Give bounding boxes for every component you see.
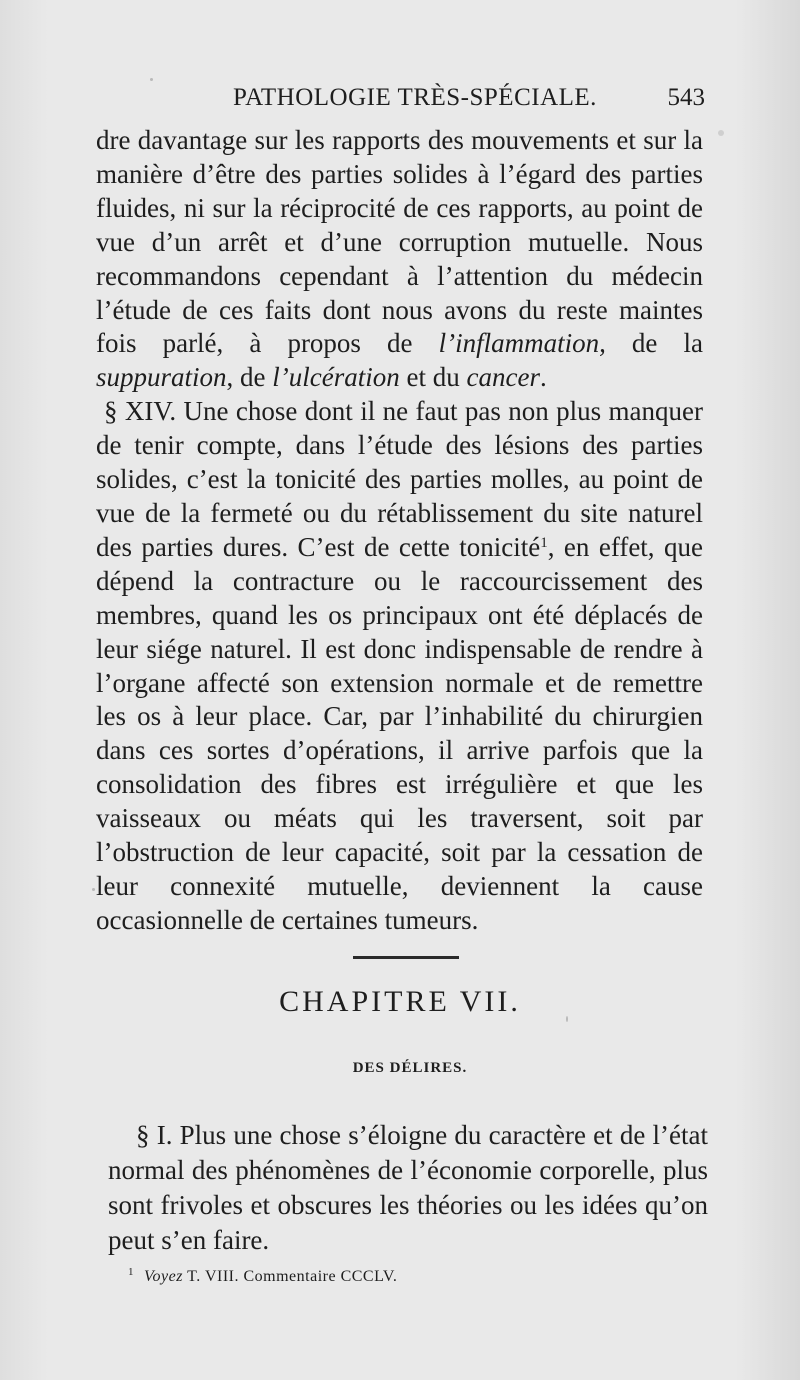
- text-run: § XIV. Une chose dont il ne faut pas non plus manquer de tenir compte, dans l’étude des lésions des parties solides, c’est la tonicité des parties molles, au point de vue de la fermeté ou du rétablissement du site naturel des parties dures. C’est de cette tonicité: [96, 396, 703, 562]
- paragraph-section-i: § I. Plus une chose s’éloigne du caractère et de l’état normal des phénomènes de l’économie corporelle, plus sont frivoles et obscures les théories ou les idées qu’on peut s’en faire.: [108, 1120, 708, 1255]
- section-xiv-text: [96, 124, 703, 938]
- paragraph-continuation: [96, 124, 703, 395]
- footnote: [128, 1266, 397, 1286]
- running-head: [105, 84, 705, 118]
- footnote-italic: Voyez: [144, 1268, 183, 1285]
- section-divider-rule: [353, 956, 459, 959]
- text-run: de la: [605, 328, 703, 359]
- paper-speck: [150, 78, 153, 81]
- text-run: , de: [226, 362, 273, 393]
- italic-term-inflammation: l’inflammation,: [438, 328, 606, 359]
- text-run: , en effet, que dépend la contracture ou le raccourcissement des membres, quand les os principaux ont été déplacés de leur siége naturel. Il est donc indispensable de rendre à l’organe affecté son extension normale et de remettre les os à leur place. Car, par l’inhabilité du chirurgien dans ces sortes d’opérations, il arrive parfois que la consolidation des fibres est irrégulière et que les vaisseaux ou méats qui les traversent, soit par l’obstruction de leur capacité, soit par la cessation de leur connexité mutuelle, deviennent la cause occasionnelle de certaines tumeurs.: [96, 531, 703, 935]
- paper-speck: [718, 130, 724, 136]
- footnote-mark: 1: [128, 1266, 134, 1278]
- footnote-reference[interactable]: 1: [540, 534, 548, 551]
- text-run: dre davantage sur les rapports des mouvements et sur la manière d’être des parties solides à l’égard des parties fluides, ni sur la réciprocité de ces rapports, au point de vue d’un arrêt et d’une corruption mutuelle. Nous recommandons cependant à l’attention du médecin l’étude de ces faits dont nous avons du reste maintes fois parlé, à propos de: [96, 125, 703, 359]
- paper-speck: [92, 888, 95, 891]
- running-title: PATHOLOGIE TRÈS-SPÉCIALE.: [233, 84, 597, 111]
- text-run: .: [539, 362, 547, 393]
- chapter-title: CHAPITRE VII.: [279, 985, 521, 1018]
- text-run: et du: [399, 362, 467, 393]
- footnote-text: T. VIII. Commentaire CCCLV.: [182, 1268, 398, 1285]
- chapter-vii-text: [108, 1118, 708, 1258]
- italic-term-ulceration: l’ulcération: [272, 362, 400, 393]
- chapter-subtitle: DES DÉLIRES.: [352, 1060, 468, 1076]
- page-number: 543: [667, 84, 705, 111]
- italic-term-cancer: cancer: [466, 362, 540, 393]
- italic-term-suppuration: suppuration: [96, 362, 227, 393]
- paragraph-section-xiv: [96, 395, 703, 938]
